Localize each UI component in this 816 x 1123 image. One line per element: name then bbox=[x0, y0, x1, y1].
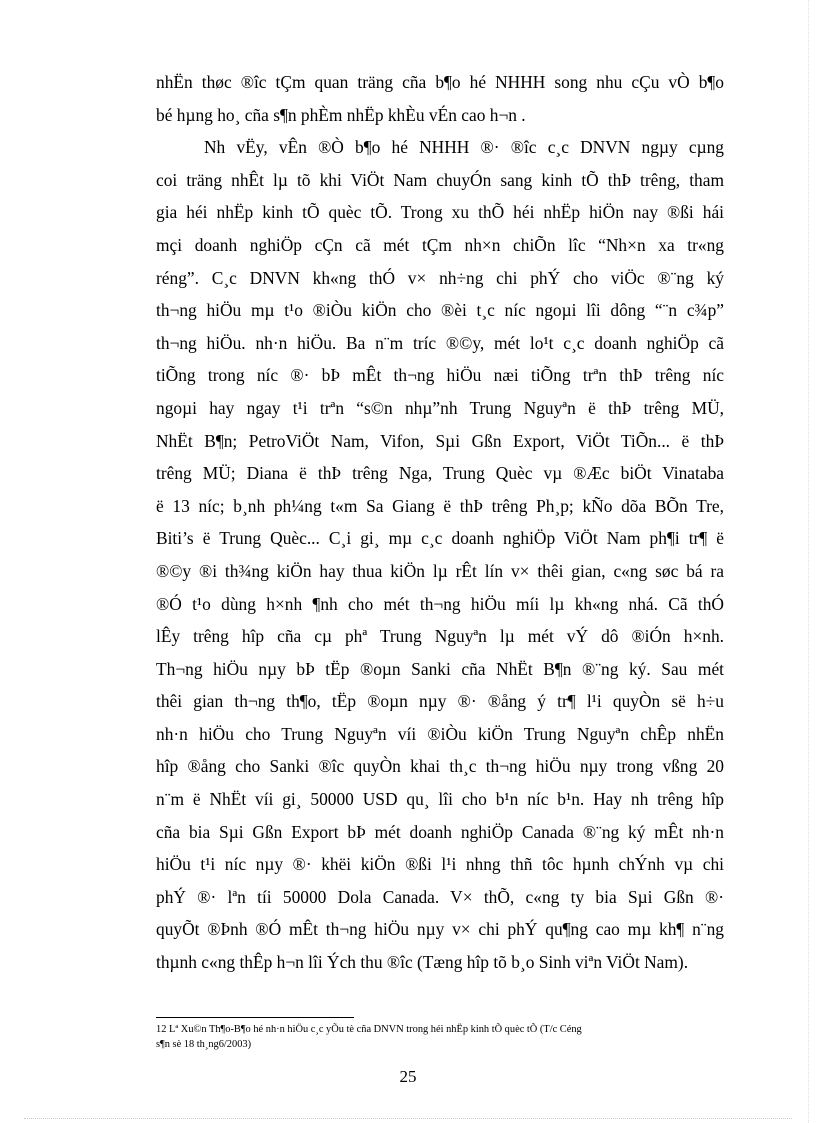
text-line: hiÖu t¹i níc nµy ®· khëi kiÖn ®ßi l¹i nhng thñ tôc hµnh chÝnh vµ chi bbox=[156, 854, 724, 875]
text-line: trêng MÜ; Diana ë thÞ trêng Nga, Trung Quèc vµ ®Æc biÖt Vinataba bbox=[156, 463, 724, 484]
text-line: quyÕt ®Þnh ®Ó mÊt th¬ng hiÖu nµy v× chi phÝ qu¶ng cao mµ kh¶ n¨ng bbox=[156, 919, 724, 940]
text-line: mçi doanh nghiÖp cÇn cã mét tÇm nh×n chiÕn lîc “Nh×n xa tr«ng bbox=[156, 234, 724, 255]
text-line: ë 13 níc; b¸nh ph¼ng t«m Sa Giang ë thÞ trêng Ph¸p; kÑo dõa BÕn Tre, bbox=[156, 495, 724, 516]
text-line: n¨m ë NhËt víi gi¸ 50000 USD qu¸ lîi cho b¹n níc b¹n. Hay nh trêng hîp bbox=[156, 789, 724, 810]
text-line: phÝ ®· lªn tíi 50000 Dola Canada. V× thÕ, c«ng ty bia Sµi Gßn ®· bbox=[156, 886, 724, 907]
text-line: hîp ®ång cho Sanki ®îc quyÒn khai th¸c th¬ng hiÖu nµy trong vßng 20 bbox=[156, 756, 724, 777]
text-line: NhËt B¶n; PetroViÖt Nam, Vifon, Sµi Gßn Export, ViÖt TiÕn... ë thÞ bbox=[156, 430, 724, 451]
text-line: thêi gian th¬ng th¶o, tËp ®oµn nµy ®· ®ång ý tr¶ l¹i quyÒn së h÷u bbox=[156, 691, 724, 712]
text-line: ngoµi hay ngay t¹i trªn “s©n nhµ”nh Trung Nguyªn ë thÞ trêng MÜ, bbox=[156, 397, 724, 418]
text-line: réng”. C¸c DNVN kh«ng thÓ v× nh÷ng chi phÝ cho viÖc ®¨ng ký bbox=[156, 267, 724, 288]
text-line: bé hµng ho¸ cña s¶n phÈm nhËp khÈu vÉn cao h¬n . bbox=[156, 104, 526, 125]
body-text bbox=[156, 66, 724, 979]
page-right-border bbox=[808, 0, 809, 1123]
footnote-line: s¶n sè 18 th¸ng6/2003) bbox=[156, 1039, 252, 1050]
page-bottom-border bbox=[24, 1118, 792, 1119]
text-line: nhËn thøc ®îc tÇm quan träng cña b¶o hé NHHH song nhu cÇu vÒ b¶o bbox=[156, 72, 724, 92]
text-line: Th¬ng hiÖu nµy bÞ tËp ®oµn Sanki cña NhËt B¶n ®¨ng ký. Sau mét bbox=[156, 658, 724, 679]
page-number: 25 bbox=[399, 1067, 417, 1086]
footnote-line bbox=[156, 1022, 724, 1037]
text-line: tiÕng trong níc ®· bÞ mÊt th¬ng hiÖu næi tiÕng trªn thÞ trêng níc bbox=[156, 365, 724, 386]
text-line: ®©y ®i th¾ng kiÖn hay thua kiÖn lµ rÊt lín v× thêi gian, c«ng søc bá ra bbox=[156, 560, 724, 581]
text-line: th¬ng hiÖu. nh·n hiÖu. Ba n¨m tríc ®©y, mét lo¹t c¸c doanh nghiÖp cã bbox=[156, 332, 724, 353]
text-line: Biti’s ë Trung Quèc... C¸i gi¸ mµ c¸c doanh nghiÖp ViÖt Nam ph¶i tr¶ ë bbox=[156, 528, 724, 549]
footnote-separator bbox=[156, 1017, 354, 1018]
text-line: th¬ng hiÖu mµ t¹o ®iÒu kiÖn cho ®èi t¸c níc ngoµi lîi dông “¨n c¾p” bbox=[156, 300, 724, 321]
text-line: nh·n hiÖu cho Trung Nguyªn víi ®iÒu kiÖn Trung Nguyªn chÊp nhËn bbox=[156, 723, 724, 744]
text-line: ®Ó t¹o dùng h×nh ¶nh cho mét th¬ng hiÖu míi lµ kh«ng nhá. Cã thÓ bbox=[156, 593, 724, 614]
text-line: cña bia Sµi Gßn Export bÞ mét doanh nghiÖp Canada ®¨ng ký mÊt nh·n bbox=[156, 821, 724, 842]
text-line: lÊy trêng hîp cña cµ phª Trung Nguyªn lµ mét vÝ dô ®iÓn h×nh. bbox=[156, 626, 724, 647]
footnote bbox=[156, 1022, 724, 1052]
text-line: coi träng nhÊt lµ tõ khi ViÖt Nam chuyÓn sang kinh tÕ thÞ trêng, tham bbox=[156, 169, 724, 190]
text-line: gia héi nhËp kinh tÕ quèc tÕ. Trong xu thÕ héi nhËp hiÖn nay ®ßi hái bbox=[156, 202, 724, 223]
footnote-marker: 12 bbox=[156, 1024, 167, 1035]
text-line: Nh vËy, vÊn ®Ò b¶o hé NHHH ®· ®îc c¸c DNVN ngµy cµng bbox=[204, 137, 724, 158]
footnote-text: Lª Xu©n Th¶o-B¶o hé nh·n hiÖu c¸c yÕu tè cña DNVN trong héi nhËp kinh tÕ quèc tÕ (T/c Céng bbox=[169, 1024, 582, 1035]
text-line: thµnh c«ng thÊp h¬n lîi Ých thu ®îc (Tæng hîp tõ b¸o Sinh viªn ViÖt Nam). bbox=[156, 952, 689, 973]
